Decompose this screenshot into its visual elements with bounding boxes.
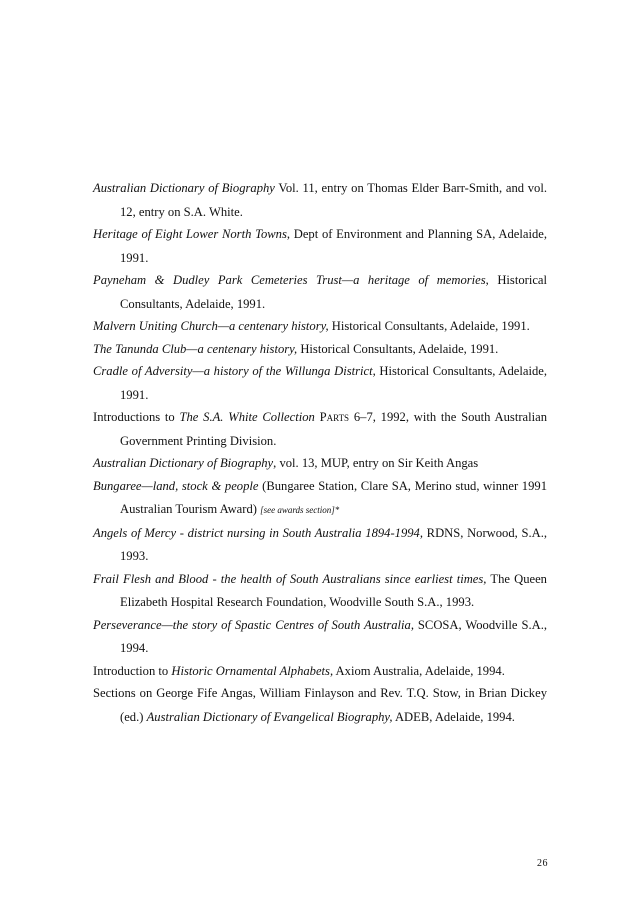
bibliography-entry xyxy=(93,568,547,615)
entry-details: , Historical Consultants, Adelaide, 1991. xyxy=(120,273,547,311)
entry-prefix: Introduction to xyxy=(93,663,172,678)
work-title: Frail Flesh and Blood - the health of South Australians since earliest times, xyxy=(93,571,487,586)
work-title: The Tanunda Club—a centenary history, xyxy=(93,341,298,356)
work-title: Payneham & Dudley Park Cemeteries Trust—a heritage of memories xyxy=(93,273,486,287)
entry-details: , Dept of Environment and Planning SA, Adelaide, 1991. xyxy=(120,227,547,265)
work-title: Heritage of Eight Lower North Towns xyxy=(93,227,287,241)
work-title: Malvern Uniting Church—a centenary history, xyxy=(93,319,329,333)
work-title: Historic Ornamental Alphabets, xyxy=(171,663,334,678)
entry-details: (Bungaree Station, Clare SA, Merino stud, winner 1991 Australian Tourism Award) xyxy=(120,478,547,516)
work-title: Australian Dictionary of Evangelical Biography, xyxy=(146,709,393,724)
bibliography-entry xyxy=(93,452,547,476)
bibliography-list xyxy=(93,177,547,728)
bibliography-entry xyxy=(93,315,547,339)
bibliography-entry xyxy=(93,223,547,270)
entry-details: Historical Consultants, Adelaide, 1991. xyxy=(120,364,548,402)
bibliography-entry xyxy=(93,360,547,407)
work-title: Australian Dictionary of Biography xyxy=(93,181,275,195)
entry-note: [see awards section]* xyxy=(260,505,340,515)
bibliography-entry xyxy=(93,338,547,362)
entry-details: , vol. 13, MUP, entry on Sir Keith Angas xyxy=(273,456,479,470)
entry-details: The Queen Elizabeth Hospital Research Foundation, Woodville South S.A., 1993. xyxy=(120,571,547,609)
work-title: Perseverance—the story of Spastic Centres of South Australia, xyxy=(93,617,414,632)
work-title: Australian Dictionary of Biography xyxy=(93,456,274,470)
bibliography-entry xyxy=(93,269,547,316)
entry-details: 6–7, 1992, with the South Australian Government Printing Division. xyxy=(120,410,548,448)
entry-details: Historical Consultants, Adelaide, 1991. xyxy=(328,319,530,333)
entry-details: ADEB, Adelaide, 1994. xyxy=(392,709,515,724)
bibliography-entry xyxy=(93,475,547,523)
bibliography-entry xyxy=(93,406,547,453)
page-number: 26 xyxy=(537,858,548,869)
entry-prefix: Sections on George Fife Angas, William Finlayson and Rev. T.Q. Stow, in Brian Dickey (ed.) xyxy=(93,686,547,724)
entry-details: RDNS, Norwood, S.A., 1993. xyxy=(120,525,548,563)
bibliography-entry xyxy=(93,660,547,684)
work-title: The S.A. White Collection xyxy=(179,410,315,424)
bibliography-entry xyxy=(93,614,547,661)
entry-details: Axiom Australia, Adelaide, 1994. xyxy=(333,663,505,678)
bibliography-entry xyxy=(93,177,547,224)
entry-prefix: Introductions to xyxy=(93,410,180,424)
work-title: Bungaree—land, stock & people xyxy=(93,478,259,493)
work-title: Cradle of Adversity—a history of the Willunga District, xyxy=(93,364,376,378)
entry-smallcaps: Parts xyxy=(314,410,350,424)
bibliography-entry xyxy=(93,522,547,569)
entry-details: Vol. 11, entry on Thomas Elder Barr-Smith, and vol. 12, entry on S.A. White. xyxy=(120,181,548,219)
bibliography-entry xyxy=(93,682,547,729)
entry-details: Historical Consultants, Adelaide, 1991. xyxy=(297,341,499,356)
work-title: Angels of Mercy - district nursing in South Australia 1894-1994, xyxy=(93,525,423,540)
entry-details: SCOSA, Woodville S.A., 1994. xyxy=(120,617,547,655)
